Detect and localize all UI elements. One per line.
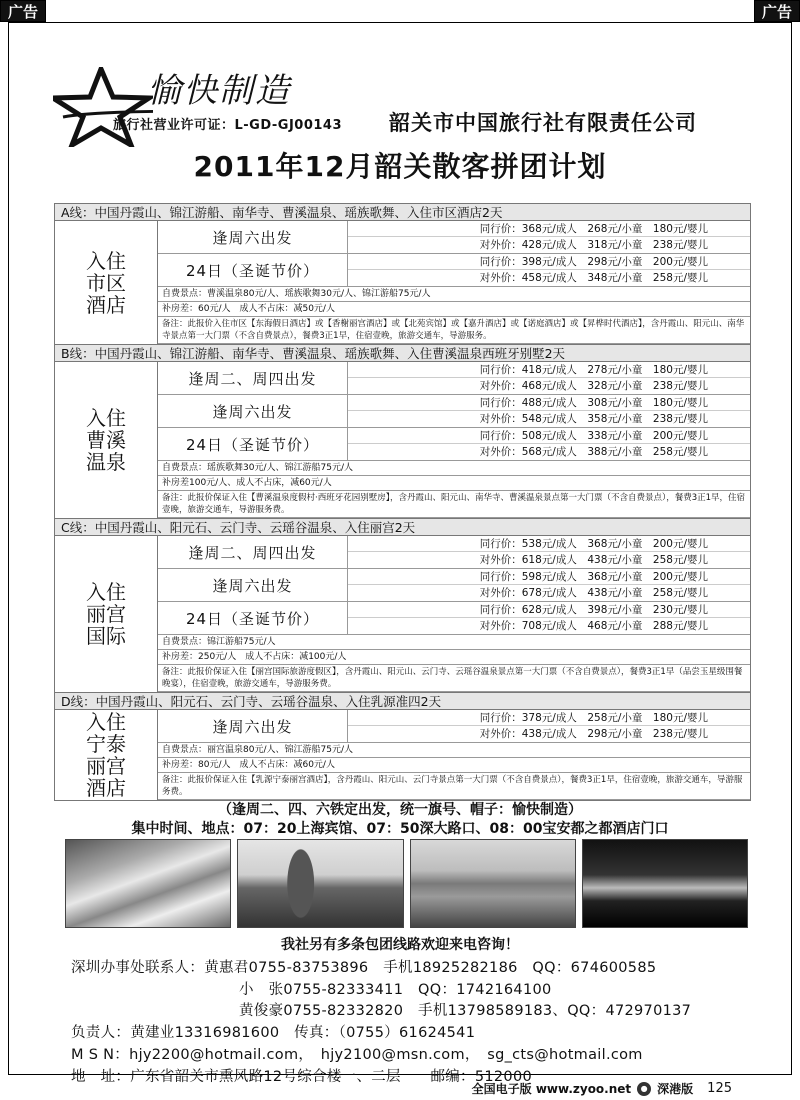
route-body — [55, 362, 750, 519]
departure-label: 逢周二、周四出发 — [158, 362, 348, 394]
departure-row — [158, 362, 750, 395]
edition-label: 深港版 — [657, 1082, 694, 1096]
star-logo-icon — [53, 67, 153, 147]
departure-tagline: （逢周二、四、六铁定出发，统一旗号、帽子：愉快制造） — [218, 802, 582, 818]
accommodation-label: 入住 丽宫 国际 — [55, 536, 158, 692]
departure-column — [158, 362, 750, 518]
price-line: 同行价：368元/成人 268元/小童 180元/婴儿 — [348, 221, 750, 237]
price-block — [348, 569, 750, 601]
more-routes-notice: 我社另有多条包团线路欢迎来电咨询！ — [281, 937, 519, 953]
price-block — [348, 602, 750, 634]
route-note: 自费景点：锦江游船75元/人 — [158, 635, 750, 650]
route-body — [55, 536, 750, 693]
price-line: 对外价：618元/成人 438元/小童 258元/婴儿 — [479, 554, 708, 566]
price-block — [348, 428, 750, 460]
departure-column — [158, 710, 750, 800]
route-note: 备注：此报价入住市区【东海假日酒店】或【香榭丽宫酒店】或【北苑宾馆】或【嘉升酒店】或【诺庭酒店】或【昇桦时代酒店】，含丹霞山、阳元山、南华寺景点第一大门票（不含自费景点），餐费3正1早，住宿壹晚，旅游交通车，导游服务。 — [158, 317, 750, 344]
route-section — [55, 693, 750, 800]
route-title: C线：中国丹霞山、阳元石、云门寺、云瑶谷温泉、入住丽宫2天 — [55, 519, 750, 536]
price-block — [348, 710, 750, 742]
photo-strip — [65, 839, 748, 928]
price-line: 对外价：568元/成人 388元/小童 258元/婴儿 — [479, 446, 708, 458]
departure-label: 逢周六出发 — [158, 569, 348, 601]
brand-slogan: 愉快制造 — [147, 71, 291, 111]
departure-row — [158, 710, 750, 743]
meeting-info: 集中时间、地点：07：20上海宾馆、07：50深大路口、08：00宝安都之都酒店门口 — [131, 821, 669, 837]
route-title: B线：中国丹霞山、锦江游船、南华寺、曹溪温泉、瑶族歌舞、入住曹溪温泉西班牙别墅2天 — [55, 345, 750, 362]
price-line: 同行价：598元/成人 368元/小童 200元/婴儿 — [348, 569, 750, 585]
price-line: 同行价：628元/成人 398元/小童 230元/婴儿 — [348, 602, 750, 618]
price-line: 同行价：418元/成人 278元/小童 180元/婴儿 — [348, 362, 750, 378]
price-line: 同行价：378元/成人 258元/小童 180元/婴儿 — [348, 710, 750, 726]
route-note: 补房差：250元/人 成人不占床：减100元/人 — [158, 650, 750, 665]
departure-label: 24日（圣诞节价） — [158, 428, 348, 460]
price-line: 同行价：398元/成人 298元/小童 200元/婴儿 — [348, 254, 750, 270]
route-table — [54, 203, 751, 801]
price-line: 对外价：678元/成人 438元/小童 258元/婴儿 — [479, 587, 708, 599]
contact-line: 地 址：广东省韶关市熏风路12号综合楼一、二层 邮编：512000 — [71, 1068, 532, 1085]
departure-column — [158, 221, 750, 344]
departure-label: 逢周二、周四出发 — [158, 536, 348, 568]
route-section — [55, 345, 750, 519]
departure-row — [158, 569, 750, 602]
price-line: 对外价：548元/成人 358元/小童 238元/婴儿 — [479, 413, 708, 425]
departure-column — [158, 536, 750, 692]
rock-photo — [237, 839, 403, 928]
contact-line: M S N：hjy2200@hotmail.com， hjy2100@msn.com， sg_cts@hotmail.com — [71, 1046, 643, 1063]
price-line: 对外价：708元/成人 468元/小童 288元/婴儿 — [479, 620, 708, 632]
route-note: 自费景点：瑶族歌舞30元/人、锦江游船75元/人 — [158, 461, 750, 476]
route-note: 自费景点：丽宫温泉80元/人、锦江游船75元/人 — [158, 743, 750, 758]
route-note: 补房差：80元/人 成人不占床：减60元/人 — [158, 758, 750, 773]
price-block — [348, 254, 750, 286]
route-note: 补房差：60元/人 成人不占床：减50元/人 — [158, 302, 750, 317]
route-note: 补房差100元/人、成人不占床，减60元/人 — [158, 476, 750, 491]
departure-label: 逢周六出发 — [158, 710, 348, 742]
departure-label: 逢周六出发 — [158, 221, 348, 253]
contact-line: 小 张0755-82333411 QQ：1742164100 — [239, 981, 552, 998]
price-line: 对外价：428元/成人 318元/小童 238元/婴儿 — [479, 239, 708, 251]
accommodation-label: 入住 市区 酒店 — [55, 221, 158, 344]
resort-photo — [410, 839, 576, 928]
contact-line: 深圳办事处联系人：黄惠君0755-83753896 手机18925282186 QQ：674600585 — [71, 960, 657, 976]
departure-row — [158, 395, 750, 428]
departure-row — [158, 428, 750, 461]
departure-label: 24日（圣诞节价） — [158, 254, 348, 286]
route-note: 自费景点：曹溪温泉80元/人、瑶族歌舞30元/人、锦江游船75元/人 — [158, 287, 750, 302]
route-note: 备注：此报价保证入住【丽宫国际旅游度假区】，含丹霞山、阳元山、云门寺、云瑶谷温泉景点第一大门票（不含自费景点），餐费3正1早（品尝玉星级围餐晚宴），住宿壹晚，旅游交通车，导游服务费。 — [158, 665, 750, 692]
rafting-photo — [65, 839, 231, 928]
contact-line: 黄俊豪0755-82332820 手机13798589183、QQ：472970137 — [239, 1003, 692, 1020]
route-note: 备注：此报价保证入住【乳源宁泰丽宫酒店】，含丹霞山、阳元山、云门寺景点第一大门票（不含自费景点），餐费3正1早，住宿壹晚，旅游交通车，导游服务费。 — [158, 773, 750, 800]
route-note: 备注：此报价保证入住【曹溪温泉度假村·西班牙花园别墅房】，含丹霞山、阳元山、南华寺、曹溪温泉景点第一大门票（不含自费景点），餐费3正1早，住宿壹晚，旅游交通车，导游服务费。 — [158, 491, 750, 518]
license-number: 旅行社营业许可证：L-GD-GJ00143 — [113, 118, 343, 133]
site-logo-icon: ● — [637, 1082, 651, 1096]
price-block — [348, 395, 750, 427]
departure-row — [158, 254, 750, 287]
route-body — [55, 221, 750, 345]
site-url: 全国电子版 www.zyoo.net — [471, 1082, 632, 1096]
route-section — [55, 519, 750, 693]
departure-row — [158, 536, 750, 569]
accommodation-label: 入住 曹溪 温泉 — [55, 362, 158, 518]
ad-tag-right: 广告 — [754, 0, 800, 22]
route-title: D线：中国丹霞山、阳元石、云门寺、云瑶谷温泉、入住乳源准四2天 — [55, 693, 750, 710]
ad-tag-left: 广告 — [0, 0, 46, 22]
route-section — [55, 204, 750, 345]
price-block — [348, 536, 750, 568]
contact-line: 负责人：黄建业13316981600 传真：（0755）61624541 — [71, 1025, 476, 1042]
price-line: 对外价：468元/成人 328元/小童 238元/婴儿 — [479, 380, 708, 392]
price-line: 对外价：458元/成人 348元/小童 258元/婴儿 — [479, 272, 708, 284]
departure-label: 24日（圣诞节价） — [158, 602, 348, 634]
page-footer — [472, 1080, 732, 1097]
route-body — [55, 710, 750, 800]
page-number: 125 — [707, 1081, 732, 1096]
contact-block — [71, 958, 771, 1088]
night-gate-photo — [582, 839, 748, 928]
departure-label: 逢周六出发 — [158, 395, 348, 427]
price-line: 同行价：538元/成人 368元/小童 200元/婴儿 — [348, 536, 750, 552]
ad-header — [9, 23, 791, 141]
accommodation-label: 入住 宁泰 丽宫 酒店 — [55, 710, 158, 800]
price-block — [348, 221, 750, 253]
route-title: A线：中国丹霞山、锦江游船、南华寺、曹溪温泉、瑶族歌舞、入住市区酒店2天 — [55, 204, 750, 221]
price-line: 同行价：508元/成人 338元/小童 200元/婴儿 — [348, 428, 750, 444]
plan-title: 2011年12月韶关散客拼团计划 — [193, 150, 607, 183]
price-block — [348, 362, 750, 394]
price-line: 同行价：488元/成人 308元/小童 180元/婴儿 — [348, 395, 750, 411]
price-line: 对外价：438元/成人 298元/小童 238元/婴儿 — [479, 728, 708, 740]
departure-row — [158, 602, 750, 635]
ad-frame — [8, 22, 792, 1085]
company-name: 韶关市中国旅行社有限责任公司 — [389, 111, 697, 135]
departure-row — [158, 221, 750, 254]
